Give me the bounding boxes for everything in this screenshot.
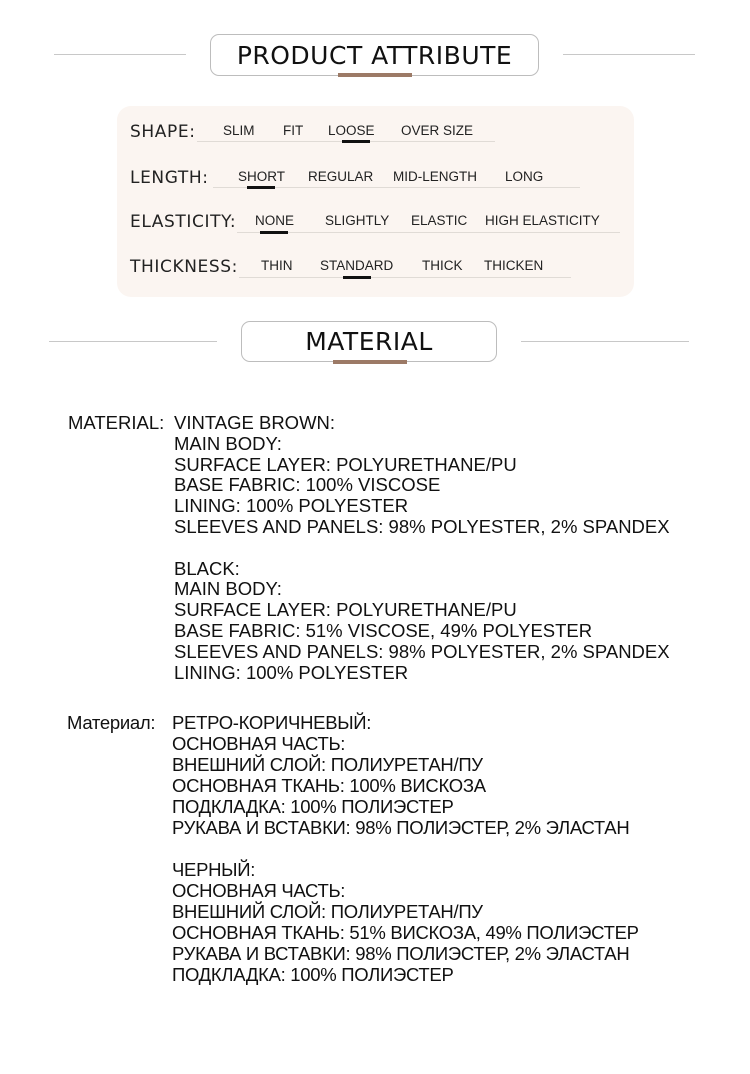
material-line: SLEEVES AND PANELS: 98% POLYESTER, 2% SPANDEX <box>174 640 670 662</box>
option-long[interactable]: LONG <box>505 169 544 184</box>
option-mid-length[interactable]: MID-LENGTH <box>393 169 477 184</box>
attribute-card <box>117 106 634 297</box>
selected-marker <box>247 186 275 189</box>
option-loose[interactable]: LOOSE <box>328 123 375 138</box>
title-accent-bar <box>338 73 412 77</box>
material-line: ЧЕРНЫЙ: <box>172 859 256 880</box>
material-line: ОСНОВНАЯ ТКАНЬ: 100% ВИСКОЗА <box>172 775 486 796</box>
material-line: ВНЕШНИЙ СЛОЙ: ПОЛИУРЕТАН/ПУ <box>172 754 483 775</box>
material-line: MAIN BODY: <box>174 578 282 600</box>
attr-label-elasticity: ELASTICITY: <box>130 212 237 232</box>
option-short[interactable]: SHORT <box>238 169 286 184</box>
divider-right <box>521 341 689 342</box>
material-lines <box>174 413 670 683</box>
material-line: BASE FABRIC: 51% VISCOSE, 49% POLYESTER <box>174 619 593 641</box>
material-line: ОСНОВНАЯ ЧАСТЬ: <box>172 733 346 754</box>
attr-label-shape: SHAPE: <box>130 122 196 142</box>
attr-label-length: LENGTH: <box>130 168 209 188</box>
option-thin[interactable]: THIN <box>261 258 293 273</box>
material-line: LINING: 100% POLYESTER <box>174 661 409 683</box>
material-line: ПОДКЛАДКА: 100% ПОЛИЭСТЕР <box>172 796 454 817</box>
material-line: VINTAGE BROWN: <box>174 412 336 433</box>
material-line: SURFACE LAYER: POLYURETHANE/PU <box>174 599 517 621</box>
material-line: ОСНОВНАЯ ЧАСТЬ: <box>172 880 346 901</box>
material-line: SURFACE LAYER: POLYURETHANE/PU <box>174 453 517 475</box>
attr-line <box>237 232 620 233</box>
option-over-size[interactable]: OVER SIZE <box>401 123 474 138</box>
title-accent-bar <box>333 360 407 364</box>
material-label: Материал: <box>67 712 156 733</box>
material-line: ОСНОВНАЯ ТКАНЬ: 51% ВИСКОЗА, 49% ПОЛИЭСТЕР <box>172 922 639 943</box>
selected-marker <box>342 140 370 143</box>
material-line: SLEEVES AND PANELS: 98% POLYESTER, 2% SPANDEX <box>174 515 670 537</box>
section-title-material <box>241 321 497 362</box>
section-title-text: PRODUCT ATTRIBUTE <box>236 40 513 70</box>
option-high-elasticity[interactable]: HIGH ELASTICITY <box>485 213 600 228</box>
material-line: РУКАВА И ВСТАВКИ: 98% ПОЛИЭСТЕР, 2% ЭЛАСТАН <box>172 943 630 964</box>
divider-left <box>49 341 217 342</box>
option-thicken[interactable]: THICKEN <box>484 258 544 273</box>
attr-line <box>239 277 571 278</box>
material-line: BASE FABRIC: 100% VISCOSE <box>174 474 441 496</box>
option-regular[interactable]: REGULAR <box>308 169 374 184</box>
option-fit[interactable]: FIT <box>283 123 304 138</box>
option-elastic[interactable]: ELASTIC <box>411 213 468 228</box>
material-line-spacer <box>172 838 639 859</box>
material-line: РЕТРО-КОРИЧНЕВЫЙ: <box>172 712 372 733</box>
option-thick[interactable]: THICK <box>422 258 463 273</box>
option-standard[interactable]: STANDARD <box>320 258 394 273</box>
divider-right <box>563 54 695 55</box>
option-none[interactable]: NONE <box>255 213 295 228</box>
option-slim[interactable]: SLIM <box>223 123 255 138</box>
material-label: MATERIAL: <box>68 412 165 433</box>
material-line: ПОДКЛАДКА: 100% ПОЛИЭСТЕР <box>172 964 454 985</box>
material-line-spacer <box>174 538 670 559</box>
material-line: ВНЕШНИЙ СЛОЙ: ПОЛИУРЕТАН/ПУ <box>172 901 483 922</box>
divider-left <box>54 54 186 55</box>
section-title-product-attribute <box>210 34 539 76</box>
section-title-text: MATERIAL <box>305 327 433 356</box>
option-slightly[interactable]: SLIGHTLY <box>325 213 390 228</box>
material-line: РУКАВА И ВСТАВКИ: 98% ПОЛИЭСТЕР, 2% ЭЛАСТАН <box>172 817 630 838</box>
material-lines <box>172 712 639 985</box>
material-line: MAIN BODY: <box>174 432 282 454</box>
selected-marker <box>343 276 371 279</box>
selected-marker <box>260 231 288 234</box>
material-line: BLACK: <box>174 557 240 579</box>
material-line: LINING: 100% POLYESTER <box>174 495 409 517</box>
attr-label-thickness: THICKNESS: <box>130 257 238 277</box>
